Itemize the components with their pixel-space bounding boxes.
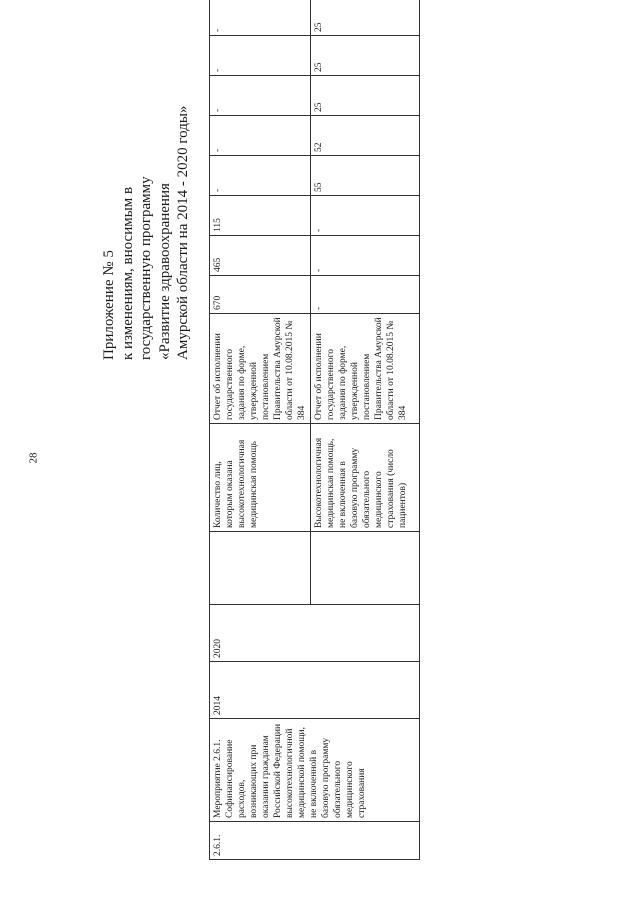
value-cell: - xyxy=(311,196,420,236)
heading-line: Амурской области на 2014 - 2020 годы» xyxy=(175,105,191,360)
year-from-cell: 2014 xyxy=(210,662,420,719)
value-cell: 670 xyxy=(210,276,311,314)
value-cell: - xyxy=(311,236,420,276)
heading-line: Приложение № 5 xyxy=(101,250,117,360)
heading-line: государственную программу xyxy=(138,176,154,360)
value-cell: 465 xyxy=(210,236,311,276)
row-number-cell: 2.6.1. xyxy=(210,822,420,860)
heading-line: «Развитие здравоохранения xyxy=(156,183,173,360)
value-cell: 55 xyxy=(311,156,420,196)
value-cell: 25 xyxy=(311,36,420,76)
executor-cell xyxy=(210,532,311,605)
measure-name-cell: Мероприятие 2.6.1. Софинансирование расходов, возникающих при оказании гражданам Российской Федерации высокотехнологичной медицинской помощи, не включенной в базовую программу обязательного медицинского страхования xyxy=(210,719,420,822)
indicator-cell: Высокотехнологичная медицинская помощь, не включенная в базовую программу обязательного медицинского страхования (число пациентов) xyxy=(311,424,420,532)
heading-line: к изменениям, вносимым в xyxy=(119,186,136,360)
program-table xyxy=(209,0,420,860)
value-cell: - xyxy=(311,276,420,314)
appendix-heading xyxy=(100,30,193,360)
value-cell: 25 xyxy=(311,0,420,36)
executor-cell xyxy=(311,532,420,605)
table-row xyxy=(210,0,311,860)
value-cell: 115 xyxy=(210,196,311,236)
value-cell: - xyxy=(210,116,311,156)
value-cell: - xyxy=(210,36,311,76)
page-number: 28 xyxy=(27,452,40,464)
value-cell: 52 xyxy=(311,116,420,156)
value-cell: - xyxy=(210,76,311,116)
value-cell: - xyxy=(210,156,311,196)
value-cell: 25 xyxy=(311,76,420,116)
year-to-cell: 2020 xyxy=(210,605,420,662)
indicator-cell: Количество лиц, которым оказана высокотехнологичная медицинская помощь xyxy=(210,424,311,532)
document-cell: Отчет об исполнении государственного задания по форме, утвержденной постановлением Правительства Амурской области от 10.08.2015 № 384 xyxy=(311,314,420,424)
value-cell: - xyxy=(210,0,311,36)
document-cell: Отчет об исполнении государственного задания по форме, утвержденной постановлением Правительства Амурской области от 10.08.2015 № 384 xyxy=(210,314,311,424)
